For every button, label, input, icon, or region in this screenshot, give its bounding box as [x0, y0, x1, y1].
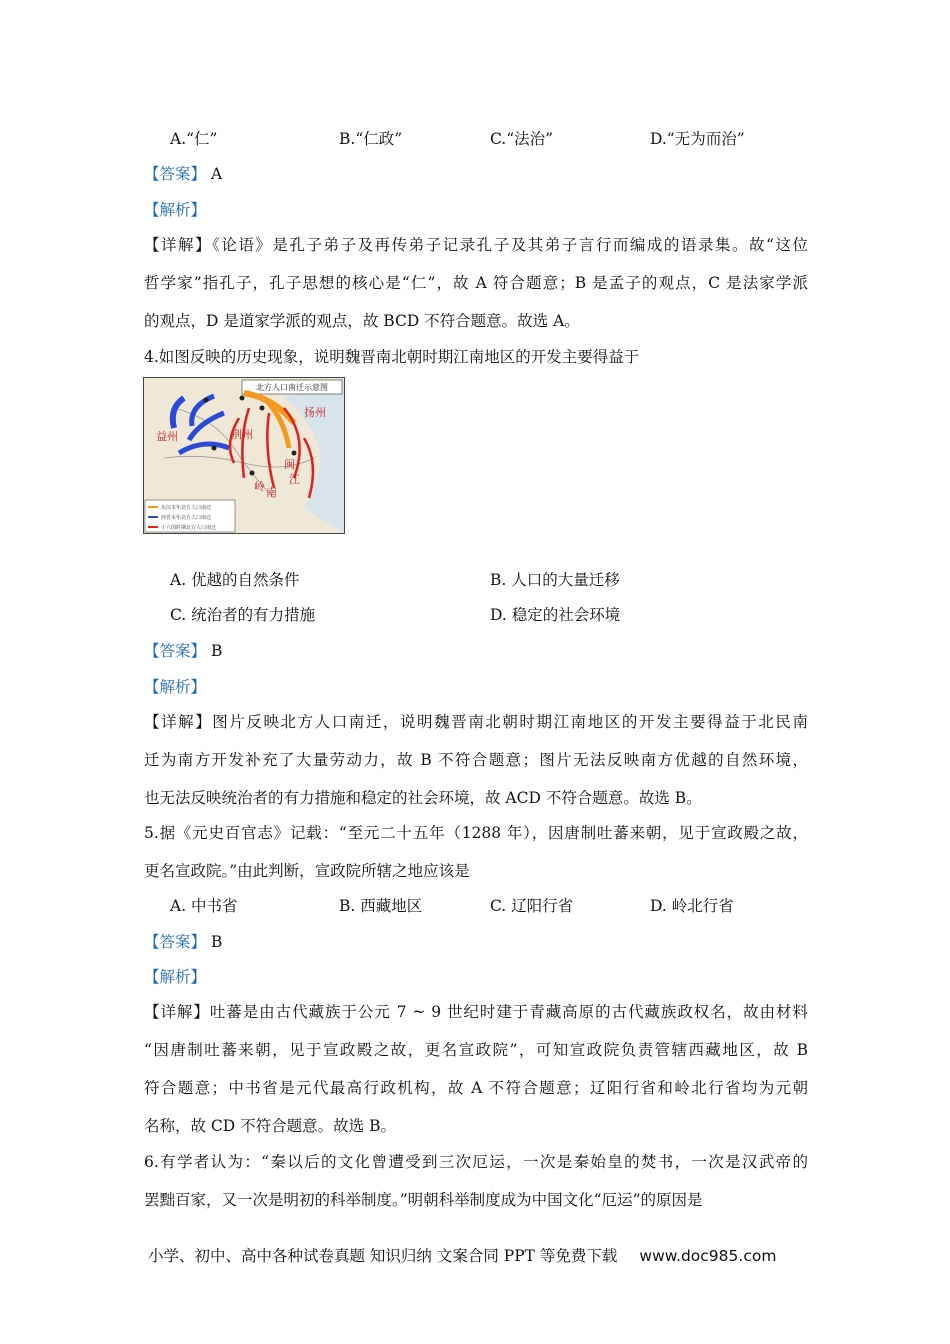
q3-option-b: B.“仁政” [339, 130, 403, 148]
map-label-ling: 岭 [254, 480, 265, 493]
q3-detail-line-3: 的观点，D 是道家学派的观点，故 BCD 不符合题意。故选 A。 [144, 312, 580, 330]
q3-detail-line-2: 哲学家”指孔子，孔子思想的核心是“仁”，故 A 符合题意；B 是孟子的观点，C 是法家学派 [144, 274, 808, 292]
answer-tag: 【答案】 [144, 642, 207, 660]
q3-option-a: A.“仁” [170, 130, 218, 148]
detail-tag: 【详解】 [144, 713, 213, 731]
q3-option-d: D.“无为而治” [650, 130, 745, 148]
answer-value: B [210, 933, 223, 951]
map-label-jiang: 江 [289, 473, 300, 486]
q5-detail-line-3: 符合题意；中书省是元代最高行政机构，故 A 不符合题意；辽阳行省和岭北行省均为元朝 [144, 1079, 808, 1097]
detail-tag: 【详解】 [144, 1003, 210, 1021]
q4-option-c: C. 统治者的有力措施 [170, 606, 316, 624]
legend-item-3: 十六国时期北方人口南迁 [161, 525, 217, 531]
q5-detail-line-4: 名称，故 CD 不符合题意。故选 B。 [144, 1117, 396, 1135]
q4-option-a: A. 优越的自然条件 [170, 571, 300, 589]
q5-option-d: D. 岭北行省 [650, 897, 734, 915]
q5-analysis-tag: 【解析】 [144, 968, 207, 986]
q5-answer [144, 931, 222, 953]
map-label-min: 闽 [284, 458, 295, 471]
q5-option-b: B. 西藏地区 [339, 897, 423, 915]
answer-value: B [210, 642, 223, 660]
q4-option-b: B. 人口的大量迁移 [490, 571, 620, 589]
page-footer [148, 1245, 776, 1267]
detail-text: 《论语》是孔子弟子及再传弟子记录孔子及其弟子言行而编成的语录集。故“这位 [212, 236, 808, 254]
answer-tag: 【答案】 [144, 165, 207, 183]
q3-analysis-tag: 【解析】 [144, 201, 207, 219]
q4-stem: 4.如图反映的历史现象，说明魏晋南北朝时期江南地区的开发主要得益于 [144, 348, 640, 366]
q4-detail-line-3: 也无法反映统治者的有力措施和稳定的社会环境，故 ACD 不符合题意。故选 B。 [144, 789, 702, 807]
map-label-yizhou: 益州 [156, 430, 178, 443]
footer-text: 小学、初中、高中各种试卷真题 知识归纳 文案合同 PPT 等免费下载 [148, 1247, 618, 1265]
q5-detail-line-2: “因唐制吐蕃来朝，见于宣政殿之故，更名宣政院”，可知宣政院负责管辖西藏地区，故 B [144, 1041, 808, 1059]
q6-stem-line-1: 6.有学者认为：“秦以后的文化曾遭受到三次厄运，一次是秦始皇的焚书，一次是汉武帝的 [144, 1153, 808, 1171]
q5-detail-line-1 [144, 1001, 808, 1023]
footer-url[interactable]: www.doc985.com [639, 1247, 777, 1265]
q4-option-d: D. 稳定的社会环境 [490, 606, 621, 624]
map-title: 北方人口南迁示意图 [256, 383, 328, 392]
map-label-jingzhou: 荆州 [231, 428, 253, 441]
q5-option-a: A. 中书省 [170, 897, 238, 915]
q4-answer [144, 640, 222, 662]
migration-map [143, 377, 345, 534]
q5-stem-line-1: 5.据《元史百官志》记载：“至元二十五年（1288 年），因唐制吐蕃来朝，见于宣政殿之故， [144, 824, 808, 842]
map-label-nan: 南 [266, 486, 277, 499]
map-label-yangzhou: 扬州 [304, 406, 326, 419]
q4-detail-line-2: 迁为南方开发补充了大量劳动力，故 B 不符合题意；图片无法反映南方优越的自然环境， [144, 751, 808, 769]
legend-item-1: 东汉末年北方人口南迁 [161, 505, 212, 511]
detail-text: 吐蕃是由古代藏族于公元 7 ~ 9 世纪时建于青藏高原的古代藏族政权名，故由材料 [209, 1003, 808, 1021]
q5-option-c: C. 辽阳行省 [490, 897, 574, 915]
q3-option-c: C.“法治” [490, 130, 554, 148]
answer-tag: 【答案】 [144, 933, 207, 951]
detail-text: 图片反映北方人口南迁，说明魏晋南北朝时期江南地区的开发主要得益于北民南 [212, 713, 808, 731]
answer-value: A [210, 165, 223, 183]
legend-item-2: 西晋末年北方人口南迁 [161, 515, 212, 521]
q3-answer [144, 163, 222, 185]
q4-analysis-tag: 【解析】 [144, 678, 207, 696]
detail-tag: 【详解】 [144, 236, 213, 254]
q4-detail-line-1 [144, 711, 808, 733]
q6-stem-line-2: 罢黜百家，又一次是明初的科举制度。”明朝科举制度成为中国文化“厄运”的原因是 [144, 1191, 703, 1209]
q3-detail-line-1 [144, 234, 808, 256]
migration-map-graphic [144, 378, 344, 533]
q5-stem-line-2: 更名宣政院。”由此判断，宣政院所辖之地应该是 [144, 862, 470, 880]
